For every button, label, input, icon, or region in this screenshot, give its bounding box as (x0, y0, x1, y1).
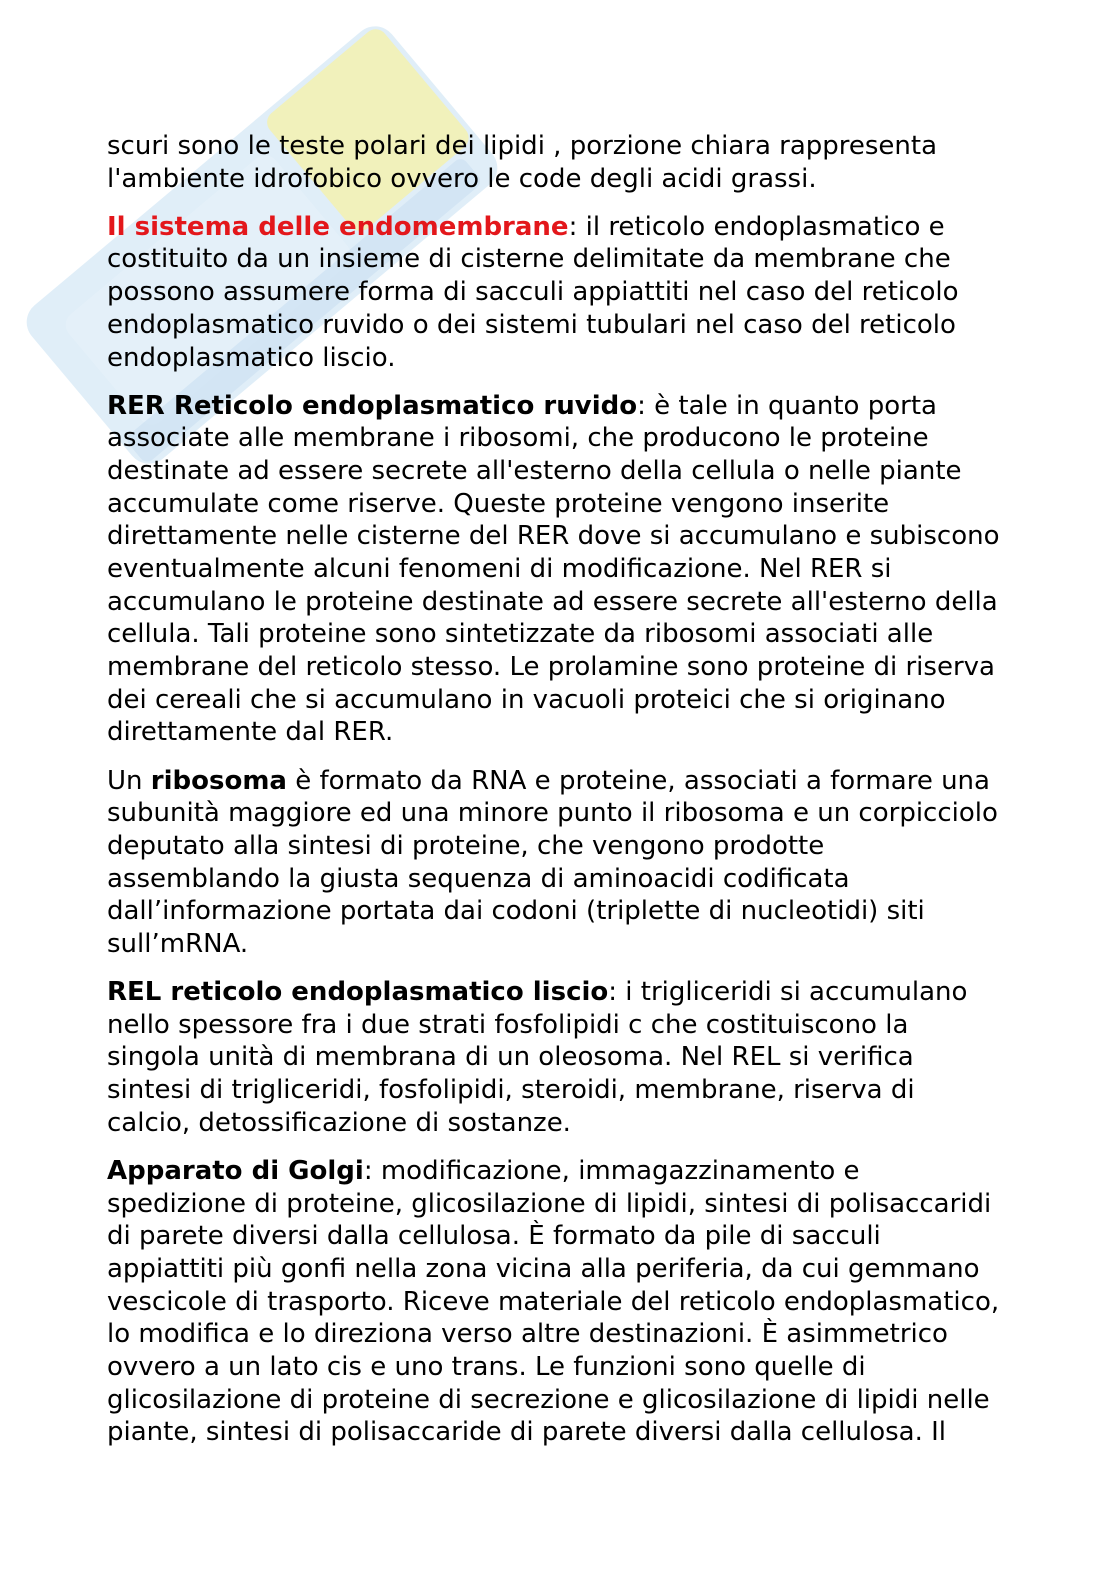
text-line (107, 1009, 1000, 1042)
text-run: piante, sintesi di polisaccaride di parete diversi dalla cellulosa. Il (107, 1417, 947, 1448)
text-line (107, 765, 1000, 798)
text-run: singola unità di membrana di un oleosoma. Nel REL si verifica (107, 1042, 914, 1073)
text-line (107, 211, 1000, 244)
text-line (107, 1155, 1000, 1188)
text-run: l'ambiente idrofobico ovvero le code degli acidi grassi. (107, 163, 817, 194)
text-run: Un (107, 765, 151, 796)
text-line (107, 895, 1000, 928)
text-line (107, 130, 1000, 163)
text-line (107, 342, 1000, 375)
text-line (107, 618, 1000, 651)
text-run: eventualmente alcuni fenomeni di modificazione. Nel RER si (107, 554, 892, 585)
text-line (107, 390, 1000, 423)
text-line (107, 1107, 1000, 1140)
text-run: è formato da RNA e proteine, associati a formare una (286, 765, 990, 796)
text-run: costituito da un insieme di cisterne delimitate da membrane che (107, 244, 951, 275)
text-line (107, 716, 1000, 749)
text-run: sintesi di trigliceridi, fosfolipidi, steroidi, membrane, riserva di (107, 1075, 915, 1106)
text-line (107, 520, 1000, 553)
text-line (107, 1188, 1000, 1221)
text-run: : è tale in quanto porta (637, 390, 937, 421)
text-run: dei cereali che si accumulano in vacuoli proteici che si originano (107, 684, 946, 715)
text-line (107, 928, 1000, 961)
text-line (107, 1416, 1000, 1449)
text-run: endoplasmatico liscio. (107, 342, 396, 373)
text-line (107, 651, 1000, 684)
section-heading: Il sistema delle endomembrane (107, 211, 569, 242)
text-line (107, 684, 1000, 717)
bold-term: REL reticolo endoplasmatico liscio (107, 977, 609, 1008)
text-run: associate alle membrane i ribosomi, che producono le proteine (107, 423, 929, 454)
text-line (107, 1041, 1000, 1074)
text-line (107, 863, 1000, 896)
bold-term: RER Reticolo endoplasmatico ruvido (107, 390, 638, 421)
text-run: : modificazione, immagazzinamento e (363, 1155, 860, 1186)
text-run: subunità maggiore ed una minore punto il ribosoma e un corpicciolo (107, 798, 998, 829)
text-run: lo modifica e lo direziona verso altre destinazioni. È asimmetrico (107, 1319, 948, 1350)
text-run: di parete diversi dalla cellulosa. È formato da pile di sacculi (107, 1221, 881, 1252)
text-run: calcio, detossificazione di sostanze. (107, 1107, 571, 1138)
text-run: vescicole di trasporto. Riceve materiale del reticolo endoplasmatico, (107, 1286, 1000, 1317)
text-line (107, 586, 1000, 619)
text-line (107, 455, 1000, 488)
text-line (107, 422, 1000, 455)
bold-term: ribosoma (150, 765, 287, 796)
text-line (107, 488, 1000, 521)
bold-term: Apparato di Golgi (107, 1155, 364, 1186)
text-run: cellula. Tali proteine sono sintetizzate da ribosomi associati alle (107, 619, 934, 650)
text-line (107, 1286, 1000, 1319)
text-run: endoplasmatico ruvido o dei sistemi tubulari nel caso del reticolo (107, 309, 956, 340)
text-run: direttamente nelle cisterne del RER dove si accumulano e subiscono (107, 521, 1000, 552)
text-line (107, 553, 1000, 586)
text-run: ovvero a un lato cis e uno trans. Le funzioni sono quelle di (107, 1352, 866, 1383)
text-run: glicosilazione di proteine di secrezione e glicosilazione di lipidi nelle (107, 1384, 990, 1415)
text-line (107, 163, 1000, 196)
text-line (107, 830, 1000, 863)
text-run: dall’informazione portata dai codoni (triplette di nucleotidi) siti (107, 896, 925, 927)
document-body (107, 130, 1000, 1464)
text-run: sull’mRNA. (107, 928, 249, 959)
text-run: accumulate come riserve. Queste proteine vengono inserite (107, 488, 890, 519)
text-line (107, 243, 1000, 276)
text-line (107, 1074, 1000, 1107)
text-line (107, 1318, 1000, 1351)
text-run: spedizione di proteine, glicosilazione di lipidi, sintesi di polisaccaridi (107, 1188, 992, 1219)
text-run: appiattiti più gonfi nella zona vicina alla periferia, da cui gemmano (107, 1253, 980, 1284)
text-run: destinate ad essere secrete all'esterno della cellula o nelle piante (107, 455, 962, 486)
text-run: possono assumere forma di sacculi appiattiti nel caso del reticolo (107, 277, 959, 308)
text-line (107, 797, 1000, 830)
text-line (107, 1384, 1000, 1417)
text-run: scuri sono le teste polari dei lipidi , porzione chiara rappresenta (107, 131, 938, 161)
text-run: : il reticolo endoplasmatico e (568, 211, 945, 242)
text-line (107, 1253, 1000, 1286)
paragraph (107, 1155, 1000, 1449)
text-run: deputato alla sintesi di proteine, che vengono prodotte (107, 830, 825, 861)
paragraph (107, 211, 1000, 374)
text-run: assemblando la giusta sequenza di aminoacidi codificata (107, 863, 850, 894)
text-run: accumulano le proteine destinate ad essere secrete all'esterno della (107, 586, 998, 617)
text-run: : i trigliceridi si accumulano (608, 977, 968, 1008)
text-line (107, 309, 1000, 342)
paragraph (107, 130, 1000, 195)
text-line (107, 976, 1000, 1009)
text-line (107, 1220, 1000, 1253)
text-line (107, 276, 1000, 309)
text-run: direttamente dal RER. (107, 717, 394, 748)
text-run: membrane del reticolo stesso. Le prolamine sono proteine di riserva (107, 652, 995, 683)
paragraph (107, 976, 1000, 1139)
text-line (107, 1351, 1000, 1384)
paragraph (107, 765, 1000, 961)
text-run: nello spessore fra i due strati fosfolipidi c che costituiscono la (107, 1009, 909, 1040)
paragraph (107, 390, 1000, 750)
